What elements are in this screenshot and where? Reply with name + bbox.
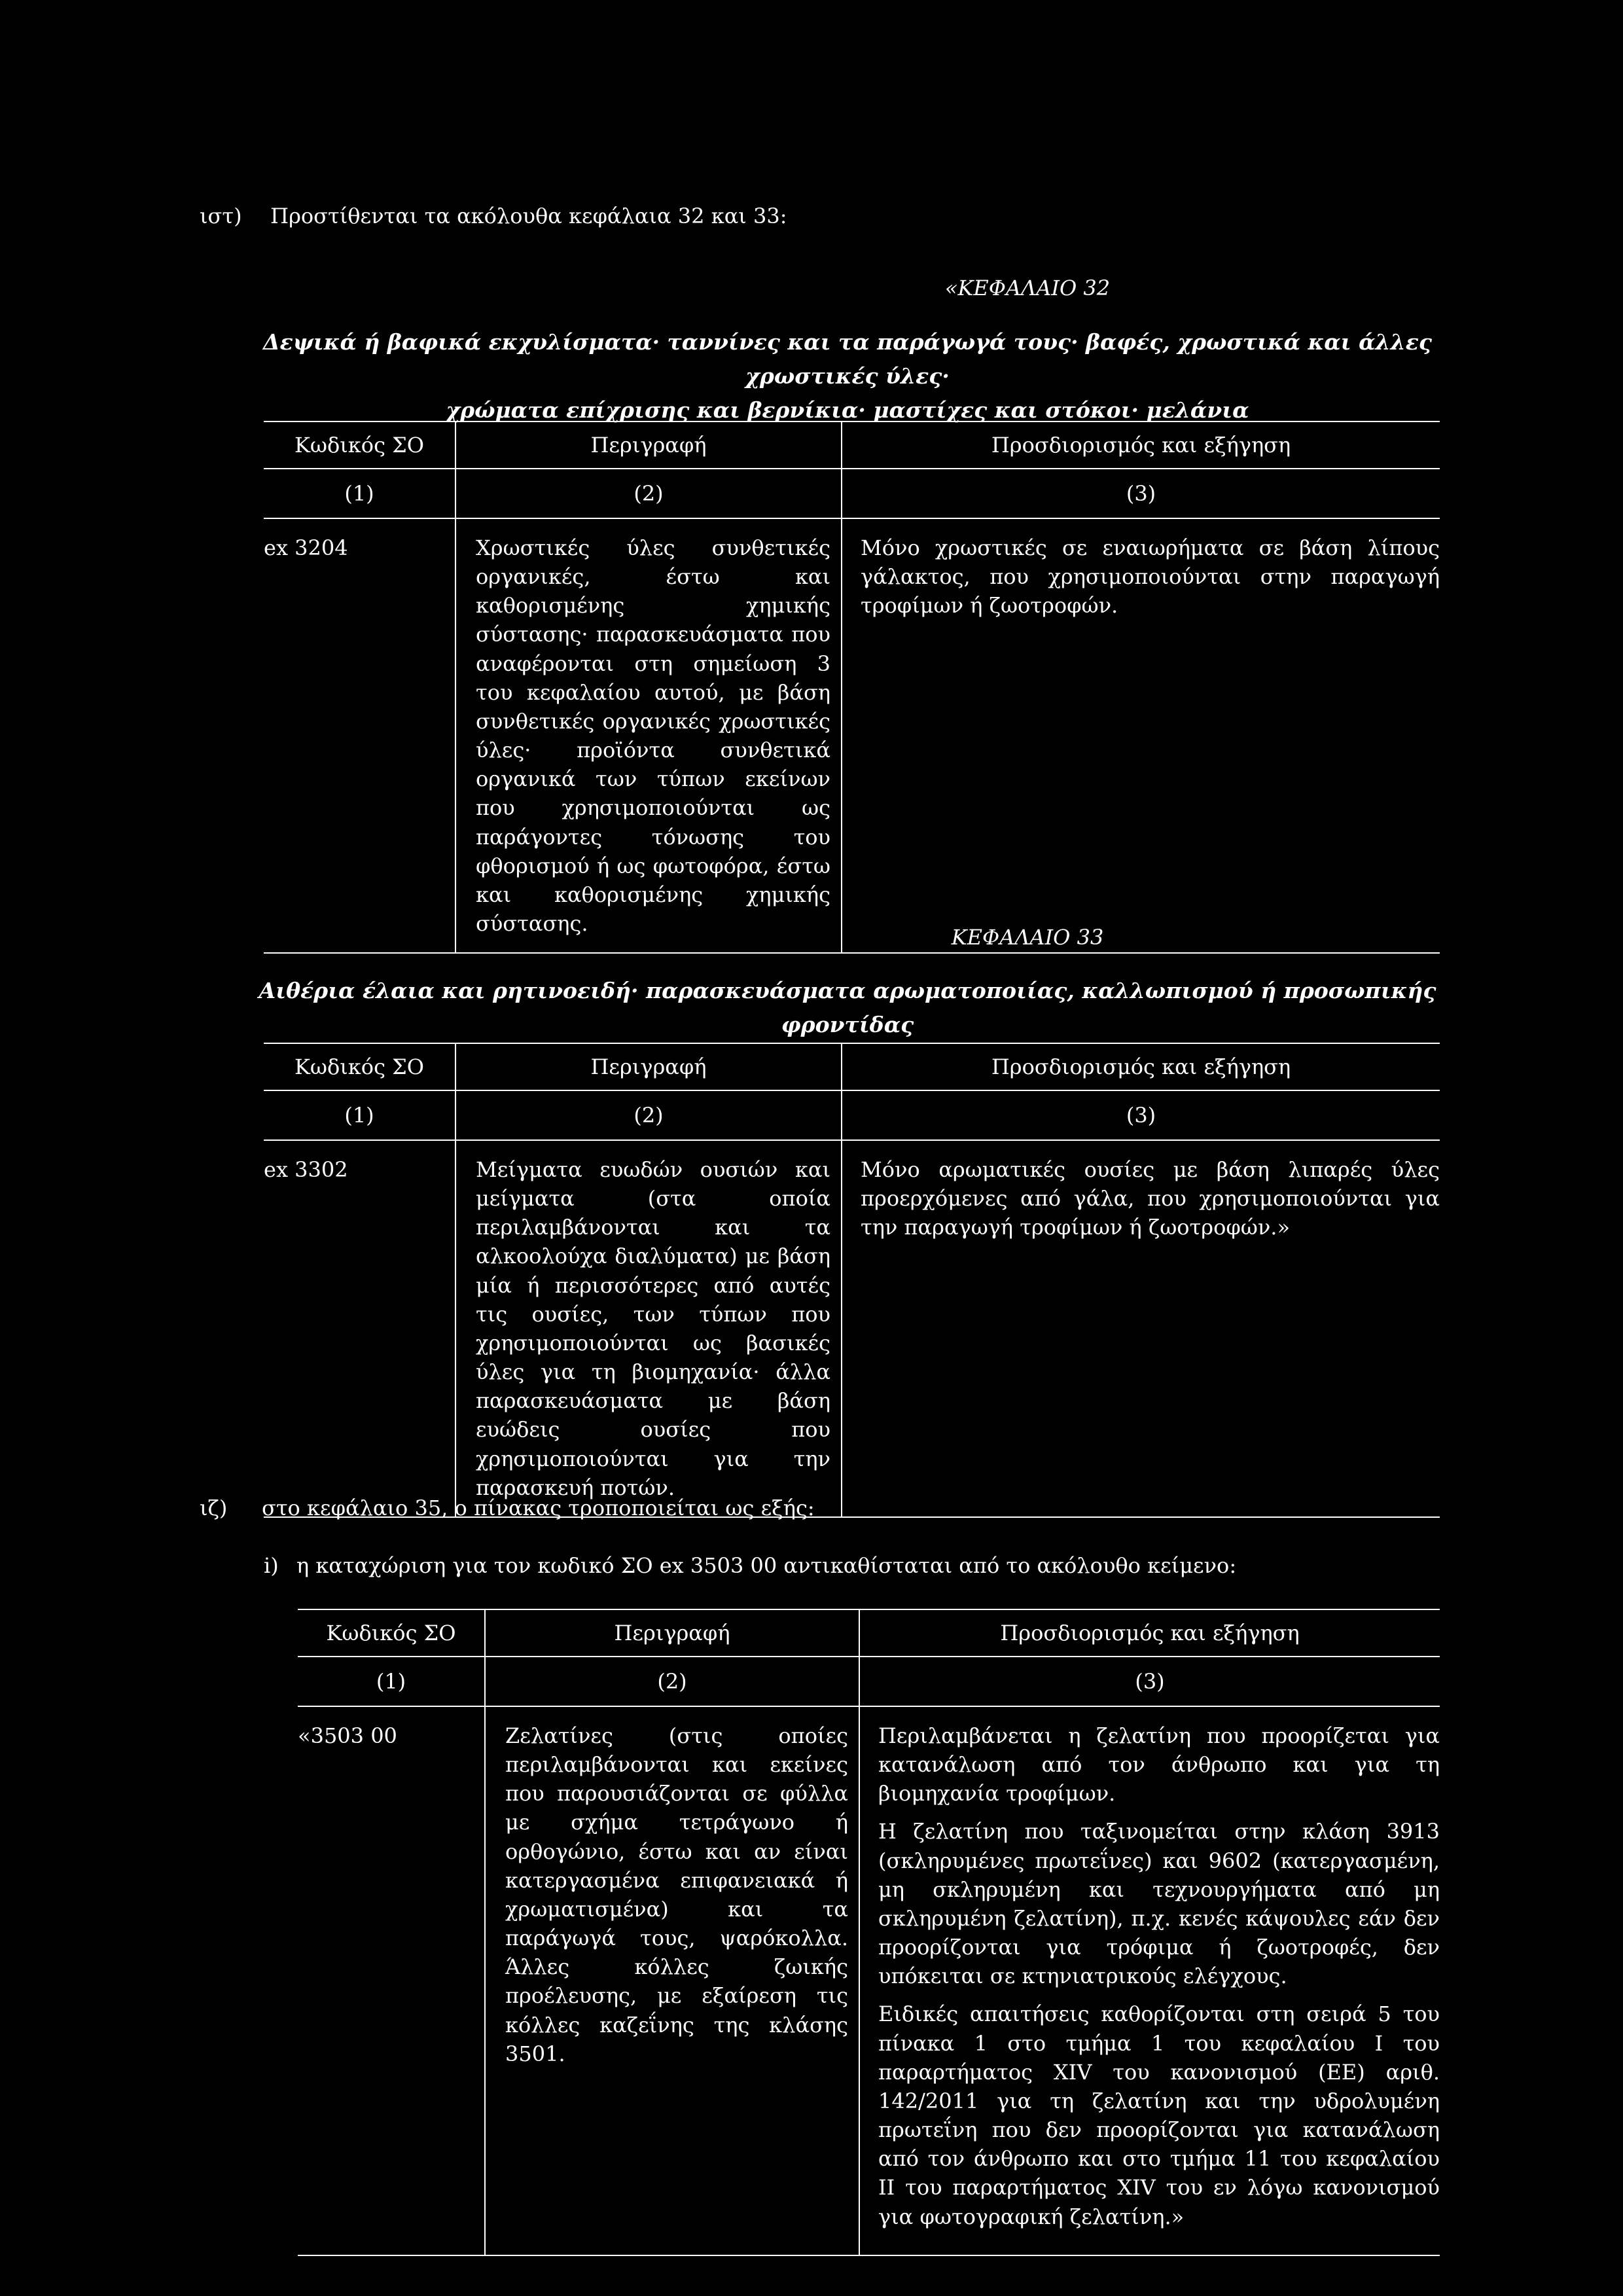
header-qualification: Προσδιορισμός και εξήγηση bbox=[859, 1609, 1440, 1657]
header-qualification: Προσδιορισμός και εξήγηση bbox=[842, 1043, 1440, 1090]
chapter-32-table bbox=[264, 421, 1440, 954]
qualification-paragraph-1: Περιλαμβάνεται η ζελατίνη που προορίζεται για κατανάλωση από τον άνθρωπο και για τη βιομηχανία τροφίμων. bbox=[878, 1723, 1440, 1806]
header-description: Περιγραφή bbox=[455, 422, 842, 469]
row-qualification bbox=[859, 1706, 1440, 2255]
chapter-33-table bbox=[264, 1043, 1440, 1518]
item-i-label: i) bbox=[264, 1553, 279, 1578]
row-description: Μείγματα ευωδών ουσιών και μείγματα (στα οποία περιλαμβάνονται και τα αλκοολούχα διαλύματα) με βάση μία ή περισσότερες από αυτές τις ουσίες, των τύπων που χρησιμοποιούνται ως βασικές ύλες για τη βιομηχανία· άλλα παρασκευάσματα με βάση ευώδεις ουσίες που χρησιμοποιούνται για την παρασκευή ποτών. bbox=[455, 1140, 842, 1517]
table-header-row bbox=[298, 1609, 1440, 1657]
chapter-35-table bbox=[298, 1609, 1440, 2256]
row-description: Χρωστικές ύλες συνθετικές οργανικές, έστω και καθορισμένης χημικής σύστασης· παρασκευάσματα που αναφέρονται στη σημείωση 3 του κεφαλαίου αυτού, με βάση συνθετικές οργανικές χρωστικές ύλες· προϊόντα συνθετικά οργανικά των τύπων εκείνων που χρησιμοποιούνται ως παράγοντες τόνωσης του φθορισμού ή ως φωτοφόρα, έστω και καθορισμένης χημικής σύστασης. bbox=[455, 518, 842, 953]
table-header-row bbox=[264, 1043, 1440, 1090]
item-iz-text: στο κεφάλαιο 35, ο πίνακας τροποποιείται ως εξής: bbox=[262, 1496, 815, 1520]
header-qualification: Προσδιορισμός και εξήγηση bbox=[842, 422, 1440, 469]
item-ist-text: Προστίθενται τα ακόλουθα κεφάλαια 32 και 33: bbox=[270, 204, 787, 228]
table-row bbox=[264, 518, 1440, 953]
header-code: Κωδικός ΣΟ bbox=[264, 422, 455, 469]
chapter-33-title bbox=[249, 974, 1446, 1042]
row-code: «3503 00 bbox=[298, 1706, 485, 2255]
qualification-paragraph-2: Η ζελατίνη που ταξινομείται στην κλάση 3913 (σκληρυμένες πρωτεΐνες) και 9602 (κατεργασμένη, μη σκληρυμένη και τεχνουργήματα από μη σκληρυμένη ζελατίνη), π.χ. κενές κάψουλες εάν δεν προορίζονται για τρόφιμα ή ζωοτροφές, δεν υπόκειται σε κτηνιατρικούς ελέγχους. bbox=[878, 1819, 1440, 1989]
chapter-32-title-line2: χρώματα επίχρισης και βερνίκια· μαστίχες και στόκοι· μελάνια bbox=[446, 397, 1249, 423]
chapter-33-label: ΚΕΦΑΛΑΙΟ 33 bbox=[951, 925, 1104, 950]
qualification-paragraph-3: Ειδικές απαιτήσεις καθορίζονται στη σειρά 5 του πίνακα 1 στο τμήμα 1 του κεφαλαίου I του παραρτήματος XIV του κανονισμού (ΕΕ) αριθ. 142/2011 για τη ζελατίνη και την υδρολυμένη πρωτεΐνη που δεν προορίζονται για κατανάλωση από τον άνθρωπο και στο τμήμα 11 του κεφαλαίου II του παραρτήματος XIV του εν λόγω κανονισμού για φωτογραφική ζελατίνη.» bbox=[878, 2001, 1440, 2229]
item-ist bbox=[200, 202, 1443, 230]
chapter-32-label: «ΚΕΦΑΛΑΙΟ 32 bbox=[944, 276, 1111, 300]
header-n3: (3) bbox=[859, 1657, 1440, 1706]
header-n2: (2) bbox=[455, 1090, 842, 1140]
row-code: ex 3302 bbox=[264, 1140, 455, 1517]
item-i bbox=[264, 1551, 1236, 1580]
item-iz-label: ιζ) bbox=[200, 1496, 228, 1520]
header-n1: (1) bbox=[298, 1657, 485, 1706]
header-n1: (1) bbox=[264, 1090, 455, 1140]
header-n1: (1) bbox=[264, 469, 455, 518]
row-qualification: Μόνο χρωστικές σε εναιωρήματα σε βάση λίπους γάλακτος, που χρησιμοποιούνται στην παραγωγή τροφίμων ή ζωοτροφών. bbox=[842, 518, 1440, 953]
header-description: Περιγραφή bbox=[455, 1043, 842, 1090]
item-ist-label: ιστ) bbox=[200, 204, 242, 228]
chapter-32-title bbox=[249, 325, 1446, 427]
table-row bbox=[298, 1706, 1440, 2255]
chapter-33-title-line1: Αιθέρια έλαια και ρητινοειδή· παρασκευάσματα αρωματοποιίας, καλλωπισμού ή προσωπικής φροντίδας bbox=[259, 978, 1436, 1037]
row-code: ex 3204 bbox=[264, 518, 455, 953]
table-row bbox=[264, 1140, 1440, 1517]
table-header-row bbox=[264, 422, 1440, 469]
header-description: Περιγραφή bbox=[485, 1609, 859, 1657]
item-iz bbox=[200, 1494, 815, 1522]
header-n2: (2) bbox=[485, 1657, 859, 1706]
table-number-row bbox=[264, 1090, 1440, 1140]
chapter-32-title-line1: Δεψικά ή βαφικά εκχυλίσματα· ταννίνες και τα παράγωγά τους· βαφές, χρωστικά και άλλες χρωστικές ύλες· bbox=[263, 329, 1432, 389]
header-n2: (2) bbox=[455, 469, 842, 518]
table-number-row bbox=[264, 469, 1440, 518]
header-code: Κωδικός ΣΟ bbox=[264, 1043, 455, 1090]
item-i-text: η καταχώριση για τον κωδικό ΣΟ ex 3503 00 αντικαθίσταται από το ακόλουθο κείμενο: bbox=[296, 1553, 1237, 1578]
row-description: Ζελατίνες (στις οποίες περιλαμβάνονται και εκείνες που παρουσιάζονται σε φύλλα με σχήμα τετράγωνο ή ορθογώνιο, έστω και αν είναι κατεργασμένα επιφανειακά ή χρωματισμένα) και τα παράγωγά τους, ψαρόκολλα. Άλλες κόλλες ζωικής προέλευσης, με εξαίρεση τις κόλλες καζεΐνης της κλάσης 3501. bbox=[485, 1706, 859, 2255]
header-code: Κωδικός ΣΟ bbox=[298, 1609, 485, 1657]
row-qualification: Μόνο αρωματικές ουσίες με βάση λιπαρές ύλες προερχόμενες από γάλα, που χρησιμοποιούνται για την παραγωγή τροφίμων ή ζωοτροφών.» bbox=[842, 1140, 1440, 1517]
table-number-row bbox=[298, 1657, 1440, 1706]
header-n3: (3) bbox=[842, 469, 1440, 518]
header-n3: (3) bbox=[842, 1090, 1440, 1140]
